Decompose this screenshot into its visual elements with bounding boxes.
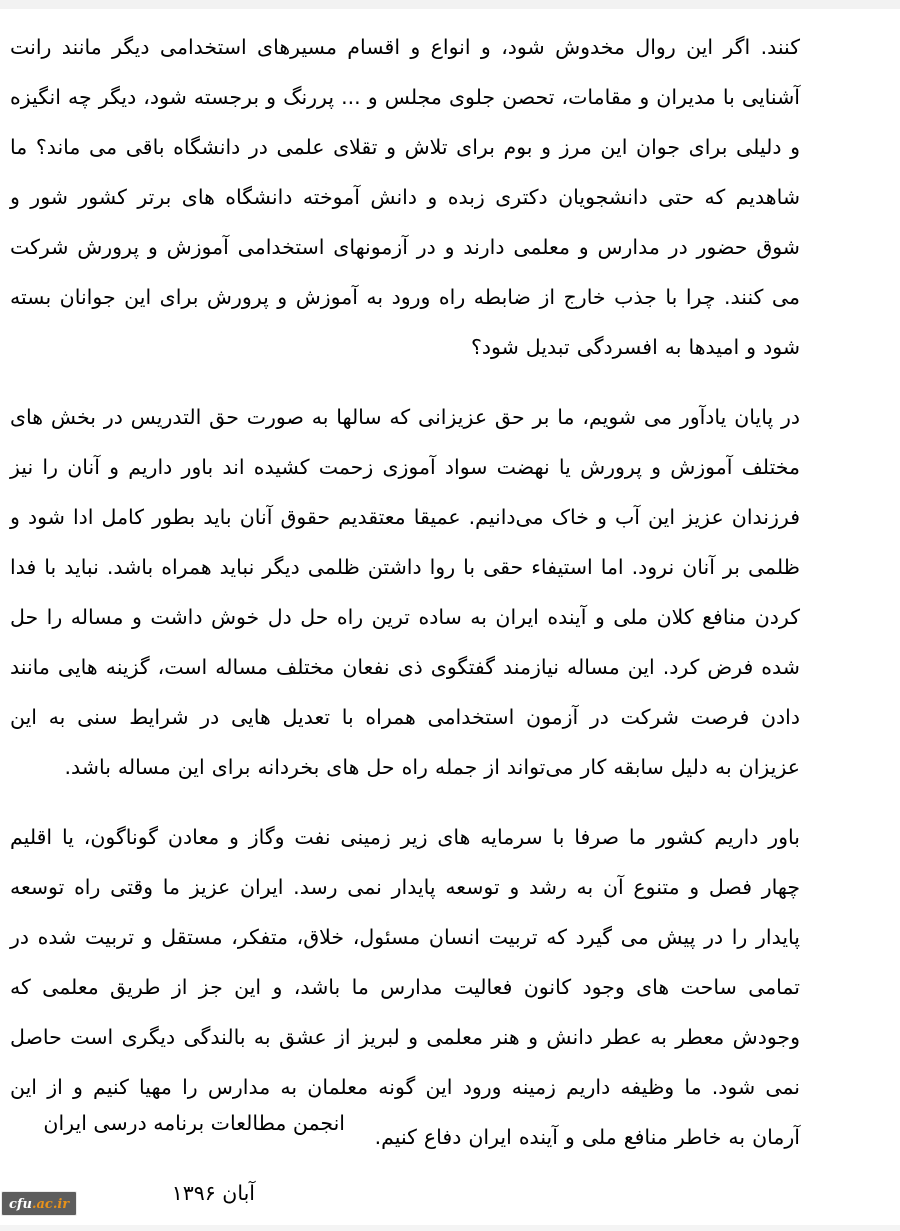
signature-date: آبان ۱۳۹۶ — [171, 1181, 255, 1205]
watermark-text-secondary: .ac.ir — [31, 1197, 70, 1212]
site-watermark-badge — [2, 1192, 76, 1215]
scan-artifact-bottom — [0, 1225, 900, 1231]
signature-date-line — [10, 1176, 800, 1210]
signature-organization-line — [10, 1106, 800, 1140]
body-paragraph: کنند. اگر این روال مخدوش شود، و انواع و اقسام مسیرهای استخدامی دیگر مانند رانت آشنایی با مدیران و مقامات، تحصن جلوی مجلس و ... پررنگ و برجسته شود، دیگر چه انگیزه و دلیلی برای جوان این مرز و بوم برای تلاش و تقلای علمی در دانشگاه باقی می ماند؟ ما شاهدیم که حتی دانشجویان دکتری زبده و دانش آموخته دانشگاه های برتر کشور شور و شوق حضور در مدارس و معلمی دارند و در آزمونهای استخدامی آموزش و پرورش شرکت می کنند. چرا با جذب خارج از ضابطه راه ورود به آموزش و پرورش برای این جوانان بسته شود و امیدها به افسردگی تبدیل شود؟ — [10, 35, 800, 359]
document-body — [10, 0, 800, 1162]
signature-organization: انجمن مطالعات برنامه درسی ایران — [43, 1111, 345, 1135]
watermark-text — [9, 1197, 69, 1212]
body-paragraph: باور داریم کشور ما صرفا با سرمایه های زیر زمینی نفت وگاز و معادن گوناگون، یا اقلیم چهار فصل و متنوع آن به رشد و توسعه پایدار نمی رسد. ایران عزیز ما وقتی راه توسعه پایدار را در پیش می گیرد که تربیت انسان مسئول، خلاق، متفکر، مستقل و تربیت شده در تمامی ساحت های وجود کانون فعالیت مدارس ما باشد، و این جز از طریق معلمی که وجودش معطر به عطر دانش و هنر معلمی و لبریز از عشق به بالندگی دیگری است حاصل نمی شود. ما وظیفه داریم زمینه ورود این گونه معلمان به مدارس را مهیا کنیم و از این آرمان به خاطر منافع ملی و آینده ایران دفاع کنیم. — [10, 825, 800, 1149]
watermark-text-primary: cfu — [9, 1197, 32, 1212]
body-paragraph: در پایان یادآور می شویم، ما بر حق عزیزانی که سالها به صورت حق التدریس در بخش های مختلف آموزش و پرورش یا نهضت سواد آموزی زحمت کشیده اند باور داریم و آنان را نیز فرزندان عزیز این آب و خاک می‌دانیم. عمیقا معتقدیم حقوق آنان باید بطور کامل ادا شود و ظلمی بر آنان نرود. اما استیفاء حقی با روا داشتن ظلمی دیگر نباید همراه باشد. نباید با فدا کردن منافع کلان ملی و آینده ایران به ساده ترین راه حل دل خوش داشت و مساله را حل شده فرض کرد. این مساله نیازمند گفتگوی ذی نفعان مختلف مساله است، گزینه هایی مانند دادن فرصت شرکت در آزمون استخدامی همراه با تعدیل هایی در شرایط سنی به این عزیزان به دلیل سابقه کار می‌تواند از جمله راه حل های بخردانه برای این مساله باشد. — [10, 405, 800, 779]
